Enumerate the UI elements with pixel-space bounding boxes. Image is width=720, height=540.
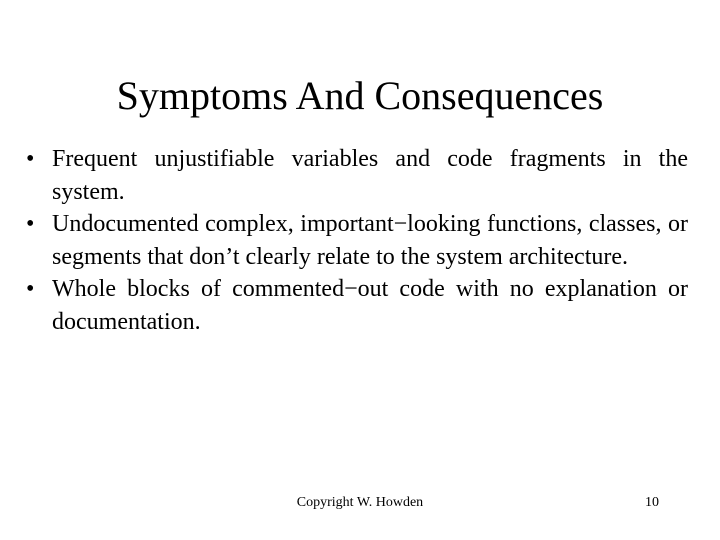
bullet-text: Whole blocks of commented−out code with no explanation or documentation. — [52, 276, 688, 335]
bullet-marker: • — [26, 146, 35, 172]
slide-title: Symptoms And Consequences — [116, 73, 604, 118]
bullet-text: Frequent unjustifiable variables and code fragments in the system. — [52, 146, 688, 205]
bullet-marker: • — [26, 276, 35, 302]
bullet-marker: • — [26, 211, 35, 237]
bullet-item — [24, 208, 688, 273]
footer-copyright: Copyright W. Howden — [296, 495, 424, 510]
bullet-item — [24, 273, 688, 338]
bullet-list — [24, 143, 688, 338]
page-number: 10 — [645, 495, 659, 510]
bullet-item — [24, 143, 688, 208]
bullet-text: Undocumented complex, important−looking functions, classes, or segments that don’t clearly relate to the system architecture. — [52, 211, 688, 270]
